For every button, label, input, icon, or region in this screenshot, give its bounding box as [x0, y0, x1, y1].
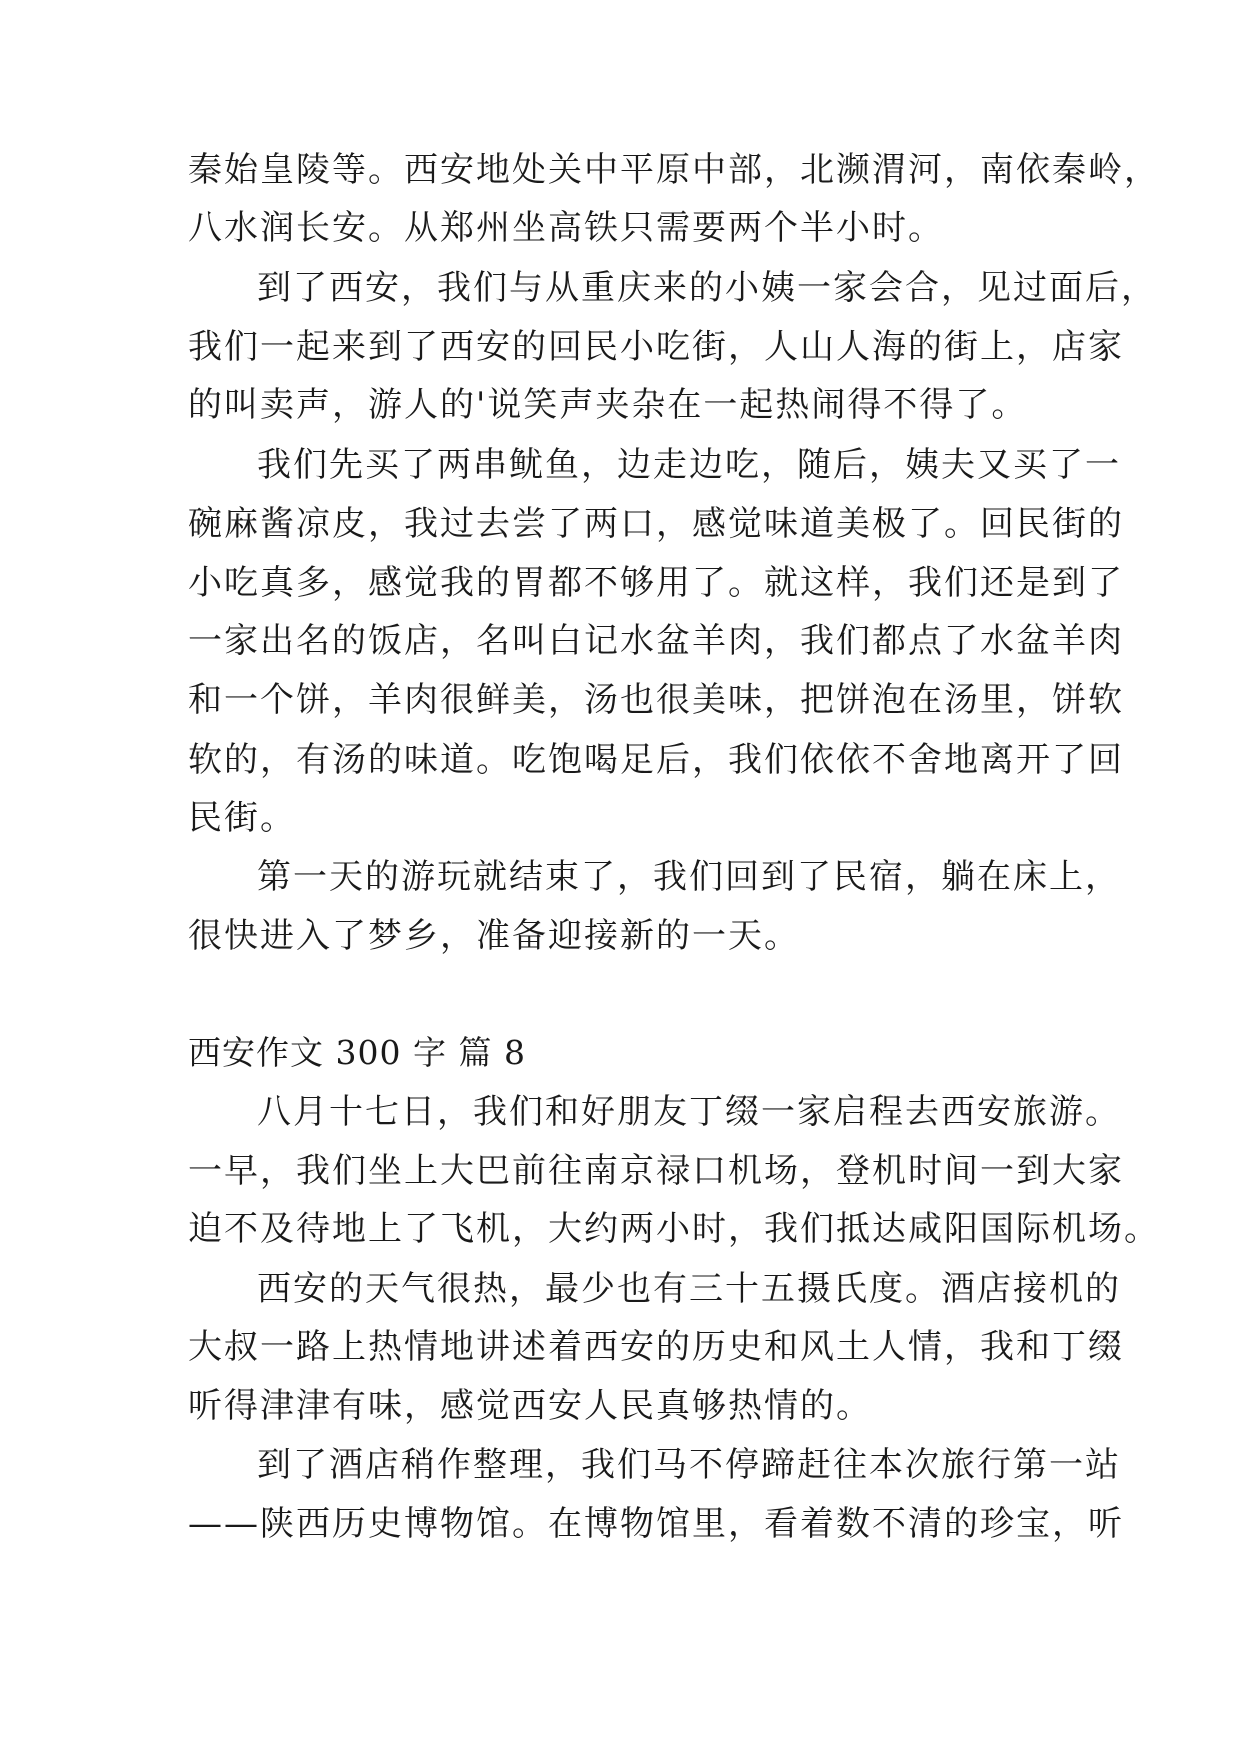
text-line: 软的，有汤的味道。吃饱喝足后，我们依依不舍地离开了回 — [188, 740, 1124, 780]
section-heading: 西安作文 300 字 篇 8 — [188, 1033, 526, 1072]
text-line: 一早，我们坐上大巴前往南京禄口机场，登机时间一到大家 — [188, 1151, 1124, 1191]
text-line: 大叔一路上热情地讲述着西安的历史和风土人情，我和丁缀 — [188, 1327, 1124, 1367]
text-line: 我们先买了两串鱿鱼，边走边吃，随后，姨夫又买了一 — [257, 445, 1121, 485]
text-line: 的叫卖声，游人的'说笑声夹杂在一起热闹得不得了。 — [188, 385, 1028, 425]
text-line: 八水润长安。从郑州坐高铁只需要两个半小时。 — [188, 208, 944, 248]
text-line: 我们一起来到了西安的回民小吃街，人山人海的街上，店家 — [188, 327, 1124, 367]
text-line: 西安的天气很热，最少也有三十五摄氏度。酒店接机的 — [257, 1269, 1121, 1309]
text-line: 一家出名的饭店，名叫白记水盆羊肉，我们都点了水盆羊肉 — [188, 621, 1124, 661]
text-line: 八月十七日，我们和好朋友丁缀一家启程去西安旅游。 — [257, 1092, 1121, 1132]
text-line: 和一个饼，羊肉很鲜美，汤也很美味，把饼泡在汤里，饼软 — [188, 680, 1124, 720]
text-line: 很快进入了梦乡，准备迎接新的一天。 — [188, 916, 800, 956]
text-line: 迫不及待地上了飞机，大约两小时，我们抵达咸阳国际机场。 — [188, 1209, 1160, 1249]
text-line: ——陕西历史博物馆。在博物馆里，看着数不清的珍宝，听 — [188, 1504, 1124, 1544]
text-line: 小吃真多，感觉我的胃都不够用了。就这样，我们还是到了 — [188, 563, 1124, 603]
text-line: 秦始皇陵等。西安地处关中平原中部，北濒渭河，南依秦岭， — [188, 150, 1160, 190]
text-line: 第一天的游玩就结束了，我们回到了民宿，躺在床上， — [257, 857, 1121, 897]
text-line: 到了西安，我们与从重庆来的小姨一家会合，见过面后， — [257, 268, 1157, 308]
text-line: 民街。 — [188, 798, 296, 838]
text-line: 到了酒店稍作整理，我们马不停蹄赶往本次旅行第一站 — [257, 1445, 1121, 1485]
text-line: 听得津津有味，感觉西安人民真够热情的。 — [188, 1386, 872, 1426]
text-line: 碗麻酱凉皮，我过去尝了两口，感觉味道美极了。回民街的 — [188, 504, 1124, 544]
